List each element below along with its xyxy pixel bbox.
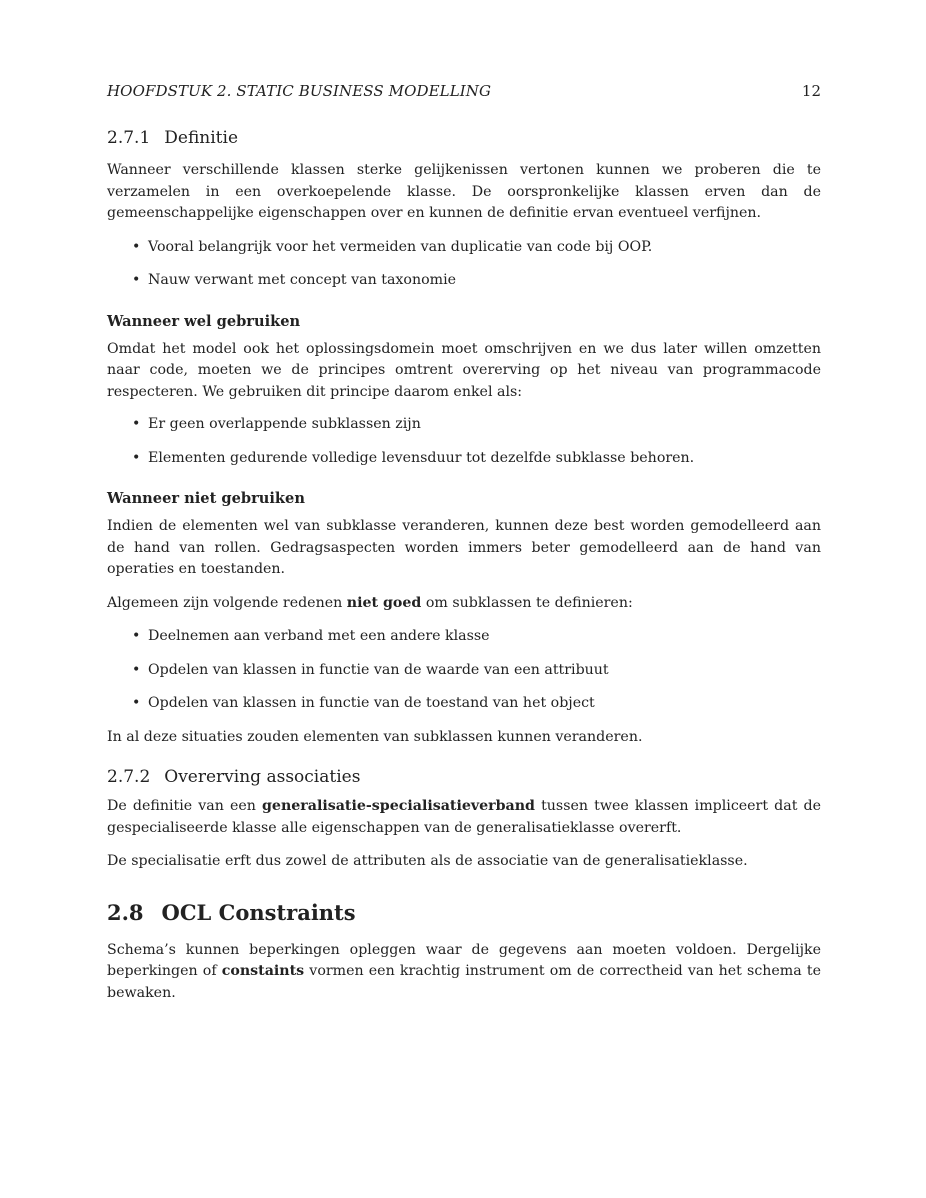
section-title: Definitie xyxy=(164,128,239,148)
section-heading-2-8 xyxy=(107,900,821,925)
emphasis-generalisatie: generalisatie-specialisatieverband xyxy=(262,798,535,814)
section-number: 2.7.1 xyxy=(107,128,151,148)
paragraph-wel: Omdat het model ook het oplossingsdomein moet omschrijven en we dus later willen omzetten naar code, moeten we de principes omtrent overerving op het niveau van programmacode respecteren. We gebruiken dit principe daarom enkel als: xyxy=(107,340,821,400)
list-item: • Vooral belangrijk voor het vermeiden van duplicatie van code bij OOP. xyxy=(107,237,821,259)
section-number: 2.8 xyxy=(107,899,144,925)
section-title: OCL Constraints xyxy=(161,899,356,925)
list-item: • Nauw verwant met concept van taxonomie xyxy=(107,270,821,292)
section-heading-2-7-2 xyxy=(107,767,821,787)
running-header xyxy=(107,82,821,104)
emphasis-niet-goed: niet goed xyxy=(346,594,422,611)
paragraph-niet-1: Indien de elementen wel van subklasse veranderen, kunnen deze best worden gemodelleerd aan de hand van rollen. Gedragsaspecten worden immers beter gemodelleerd aan de hand van operaties en toestanden. xyxy=(107,518,821,577)
bullet-icon: • xyxy=(132,416,141,432)
heading-wanneer-niet: Wanneer niet gebruiken xyxy=(107,490,305,507)
paragraph-niet-2: Algemeen zijn volgende redenen niet goed om subklassen te definieren: xyxy=(107,594,633,611)
paragraph-definitie: Wanneer verschillende klassen sterke gelijkenissen vertonen kunnen we proberen die te verzamelen in een overkoepelende klasse. De oorspronkelijke klassen erven dan de gemeenschappelijke eigenschappen over en kunnen de definitie ervan eventueel verfijnen. xyxy=(107,162,821,221)
section-number: 2.7.2 xyxy=(107,767,151,787)
heading-wanneer-wel: Wanneer wel gebruiken xyxy=(107,312,301,330)
paragraph-overerving-2: De specialisatie erft dus zowel de attributen als de associatie van de generalisatieklasse. xyxy=(107,853,748,869)
bullet-icon: • xyxy=(132,661,141,678)
list-item: • Opdelen van klassen in functie van de waarde van een attribuut xyxy=(107,660,821,682)
bullet-icon: • xyxy=(132,449,141,466)
section-title: Overerving associaties xyxy=(164,767,361,787)
paragraph-niet-3: In al deze situaties zouden elementen van subklassen kunnen veranderen. xyxy=(107,728,643,745)
list-item: • Opdelen van klassen in functie van de toestand van het object xyxy=(107,693,821,715)
list-item: • Elementen gedurende volledige levensduur tot dezelfde subklasse behoren. xyxy=(107,448,821,470)
document-page xyxy=(107,82,821,1004)
bullet-icon: • xyxy=(132,272,141,288)
list-item: • Deelnemen aan verband met een andere klasse xyxy=(107,626,821,648)
bullet-list-wel xyxy=(107,414,821,469)
list-item: • Er geen overlappende subklassen zijn xyxy=(107,414,821,436)
bullet-icon: • xyxy=(132,695,141,711)
paragraph-ocl: Schema’s kunnen beperkingen opleggen waar de gegevens aan moeten voldoen. Dergelijke beperkingen of constaints vormen een krachtig instrument om de correctheid van het schema te bewaken. xyxy=(107,941,821,1001)
bullet-icon: • xyxy=(132,628,141,644)
bullet-list-definitie xyxy=(107,237,821,292)
page-number: 12 xyxy=(801,82,821,100)
section-heading-2-7-1 xyxy=(107,128,821,148)
emphasis-constaints: constaints xyxy=(221,963,305,979)
bullet-icon: • xyxy=(132,238,141,255)
paragraph-overerving-1: De definitie van een generalisatie-specialisatieverband tussen twee klassen impliceert dat de gespecialiseerde klasse alle eigenschappen van de generalisatieklasse overerft. xyxy=(107,798,821,836)
bullet-list-niet xyxy=(107,626,821,715)
running-title: HOOFDSTUK 2. STATIC BUSINESS MODELLING xyxy=(107,82,492,100)
